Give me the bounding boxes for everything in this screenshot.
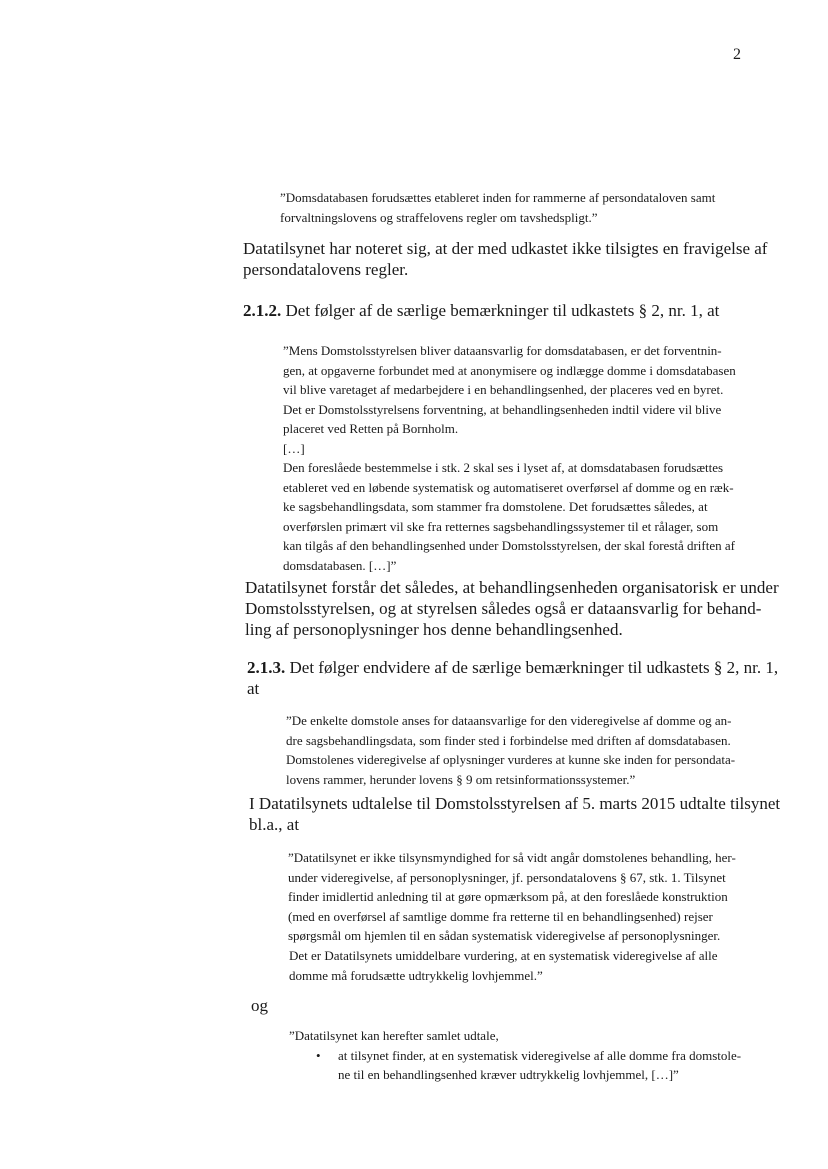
quote-line: at tilsynet finder, at en systematisk videregivelse af alle domme fra domstole- bbox=[338, 1047, 742, 1063]
quote-line: ”Mens Domstolsstyrelsen bliver dataansvarlig for domsdatabasen, er det forventnin- bbox=[283, 343, 722, 358]
section-text-continued: at bbox=[247, 679, 260, 698]
text-line: bl.a., at bbox=[249, 815, 300, 834]
quote-line: finder imidlertid anledning til at gøre opmærksom på, at den foreslåede konstruktion bbox=[288, 889, 728, 904]
quote-line: Det er Datatilsynets umiddelbare vurdering, at en systematisk videregivelse af alle bbox=[289, 948, 718, 963]
section-2-1-3 bbox=[247, 657, 778, 699]
quote-line: (med en overførsel af samtlige domme fra retterne til en behandlingsenhed) rejser bbox=[288, 908, 713, 924]
quote-domstolsstyrelsen bbox=[283, 341, 736, 575]
text-line: Datatilsynet har noteret sig, at der med udkastet ikke tilsigtes en fravigelse af bbox=[243, 239, 768, 258]
text-line: ling af personoplysninger hos denne behandlingsenhed. bbox=[245, 620, 623, 639]
section-text: Det følger endvidere af de særlige bemærkninger til udkastets § 2, nr. 1, bbox=[285, 658, 779, 677]
section-2-1-2 bbox=[243, 300, 719, 321]
quote-line: ”De enkelte domstole anses for dataansvarlige for den videregivelse af domme og an- bbox=[286, 713, 732, 728]
text-line: Domstolsstyrelsen, og at styrelsen således også er dataansvarlig for behand- bbox=[245, 599, 762, 618]
quote-line: domsdatabasen. […]” bbox=[283, 557, 397, 573]
quote-line: vil blive varetaget af medarbejdere i en behandlingsenhed, der placeres ved en byret. bbox=[283, 382, 724, 397]
quote-tilsynsmyndighed bbox=[288, 848, 736, 946]
quote-line: ne til en behandlingsenhed kræver udtrykkelig lovhjemmel, […]” bbox=[338, 1067, 679, 1082]
quote-line: ”Datatilsynet kan herefter samlet udtale, bbox=[289, 1028, 499, 1043]
section-heading bbox=[247, 657, 778, 678]
quote-line: ”Domsdatabasen forudsættes etableret inden for rammerne af persondataloven samt bbox=[280, 190, 716, 205]
quote-line: kan tilgås af den behandlingsenhed under Domstolsstyrelsen, der skal forestå driften af bbox=[283, 538, 735, 553]
quote-samlet bbox=[289, 1026, 741, 1085]
text-line: I Datatilsynets udtalelse til Domstolsstyrelsen af 5. marts 2015 udtalte tilsynet bbox=[249, 794, 781, 813]
bullet-item bbox=[316, 1046, 742, 1085]
quote-vurdering bbox=[289, 946, 718, 985]
quote-line: […] bbox=[283, 440, 305, 456]
quote-line: under videregivelse, af personoplysninger, jf. persondatalovens § 67, stk. 1. Tilsynet bbox=[288, 869, 726, 885]
quote-line: gen, at opgaverne forbundet med at anonymisere og indlægge domme i domsdatabasen bbox=[283, 362, 736, 378]
text-line: og bbox=[251, 996, 268, 1015]
text-line: persondatalovens regler. bbox=[243, 260, 409, 279]
quote-line: Domstolenes videregivelse af oplysninger vurderes at kunne ske inden for persondata- bbox=[286, 752, 736, 767]
quote-line: forvaltningslovens og straffelovens regler om tavshedspligt.” bbox=[280, 209, 598, 225]
section-text: Det følger af de særlige bemærkninger til udkastets § 2, nr. 1, at bbox=[281, 301, 720, 320]
quote-line: Den foreslåede bestemmelse i stk. 2 skal ses i lyset af, at domsdatabasen forudsættes bbox=[283, 460, 724, 475]
quote-line: placeret ved Retten på Bornholm. bbox=[283, 421, 459, 436]
quote-line: domme må forudsætte udtrykkelig lovhjemmel.” bbox=[289, 967, 543, 983]
quote-line: overførslen primært vil ske fra retternes sagsbehandlingssystemer til et rålager, som bbox=[283, 518, 719, 534]
paragraph-forstaar bbox=[245, 577, 779, 640]
paragraph-udtalelse bbox=[249, 793, 780, 835]
quote-line: dre sagsbehandlingsdata, som finder sted i forbindelse med driften af domsdatabasen. bbox=[286, 732, 731, 748]
bullet-icon: • bbox=[316, 1047, 321, 1063]
quote-line: Det er Domstolsstyrelsens forventning, at behandlingsenheden indtil videre vil blive bbox=[283, 401, 722, 417]
paragraph-noteret bbox=[243, 238, 767, 280]
connector-og bbox=[251, 995, 268, 1016]
section-number: 2.1.2. bbox=[243, 301, 282, 320]
quote-line: spørgsmål om hjemlen til en sådan systematisk videregivelse af personoplysninger. bbox=[288, 928, 721, 943]
quote-line: ke sagsbehandlingsdata, som stammer fra domstolene. Det forudsættes således, at bbox=[283, 499, 708, 514]
section-number: 2.1.3. bbox=[247, 658, 286, 677]
quote-domsdatabasen bbox=[280, 188, 715, 227]
section-heading bbox=[243, 300, 719, 321]
text-line: Datatilsynet forstår det således, at behandlingsenheden organisatorisk er under bbox=[245, 578, 779, 597]
page-number: 2 bbox=[733, 46, 741, 63]
quote-domstole bbox=[286, 711, 735, 789]
quote-line: ”Datatilsynet er ikke tilsynsmyndighed for så vidt angår domstolenes behandling, her- bbox=[288, 850, 736, 865]
quote-line: lovens rammer, herunder lovens § 9 om retsinformationssystemer.” bbox=[286, 771, 636, 787]
quote-line: etableret ved en løbende systematisk og automatiseret overførsel af domme og en ræk- bbox=[283, 479, 734, 495]
